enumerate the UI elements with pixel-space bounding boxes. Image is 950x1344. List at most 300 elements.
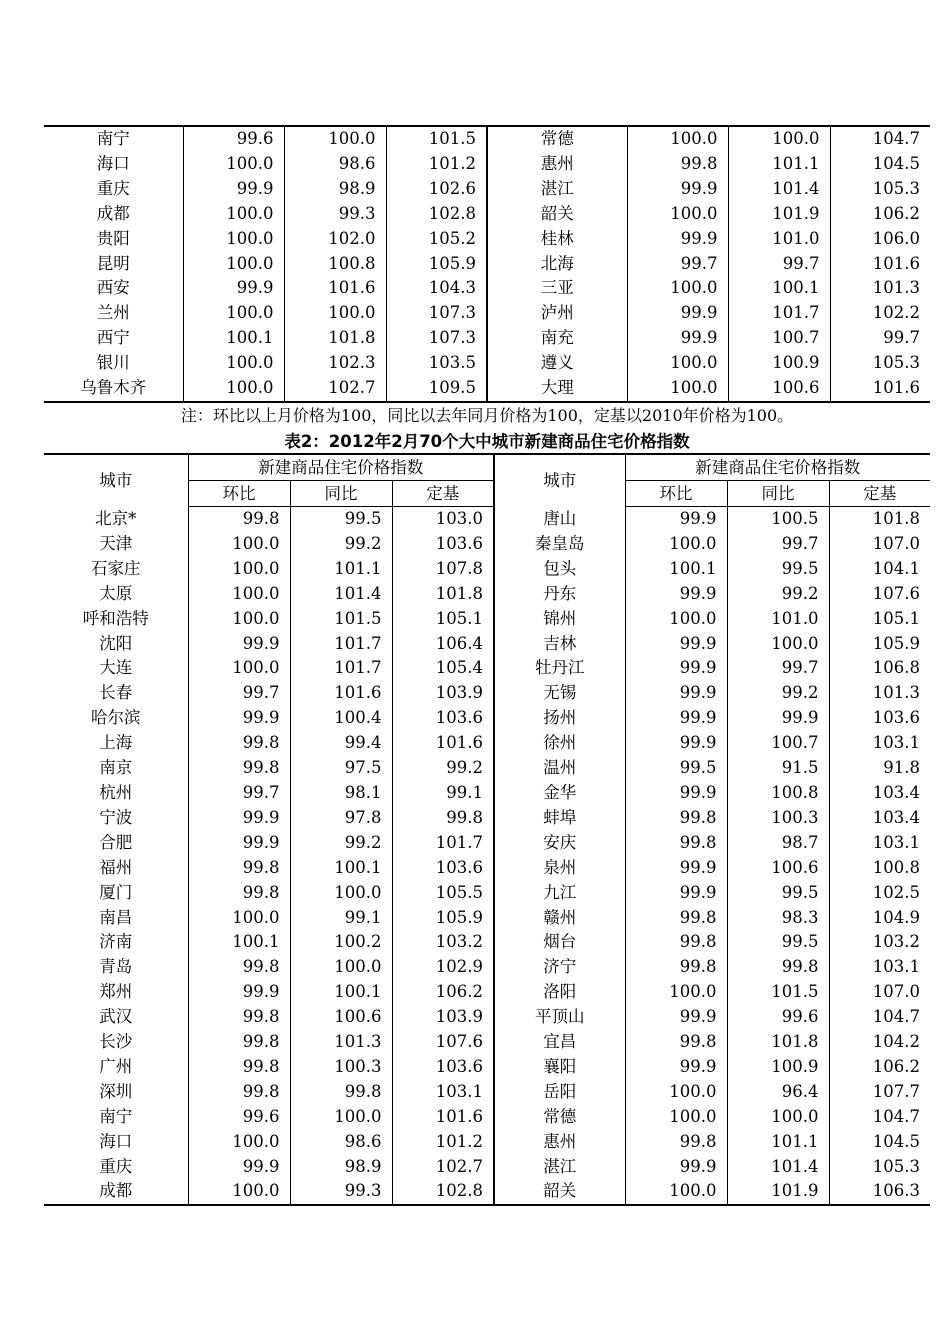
index-value-cell: 99.8 — [290, 1080, 392, 1105]
index-value-cell: 99.9 — [183, 276, 284, 301]
index-value-cell: 99.9 — [625, 706, 727, 731]
index-value-cell: 99.9 — [627, 227, 728, 252]
index-value-cell: 101.5 — [290, 607, 392, 632]
index-value-cell: 100.0 — [625, 532, 727, 557]
index-value-cell: 103.2 — [392, 930, 494, 955]
index-value-cell: 99.9 — [627, 301, 728, 326]
index-value-cell: 99.9 — [625, 1005, 727, 1030]
table-row — [44, 1005, 930, 1030]
index-value-cell: 104.9 — [829, 906, 930, 931]
index-value-cell: 100.5 — [727, 507, 829, 532]
index-value-cell: 100.2 — [290, 930, 392, 955]
index-value-cell: 103.1 — [829, 831, 930, 856]
index-value-cell: 103.6 — [829, 706, 930, 731]
city-name-cell: 大连 — [99, 658, 133, 678]
city-name-cell: 南充 — [487, 326, 627, 351]
index-value-cell: 99.7 — [188, 781, 290, 806]
city-name-cell: 天津 — [99, 533, 133, 553]
index-value-cell: 100.0 — [284, 301, 386, 326]
index-value-cell: 99.8 — [188, 507, 290, 532]
index-value-cell: 100.6 — [727, 856, 829, 881]
index-value-cell: 101.6 — [290, 681, 392, 706]
index-value-cell: 103.6 — [392, 532, 494, 557]
table-row — [44, 126, 930, 152]
index-value-cell: 99.9 — [625, 582, 727, 607]
city-name-cell: 昆明 — [96, 253, 130, 273]
table-row — [44, 756, 930, 781]
index-value-cell: 100.0 — [188, 582, 290, 607]
city-name-cell: 武汉 — [99, 1007, 133, 1027]
index-value-cell: 100.1 — [290, 980, 392, 1005]
city-name-cell: 唐山 — [494, 507, 625, 532]
index-value-cell: 109.5 — [386, 376, 487, 402]
index-value-cell: 99.7 — [728, 252, 830, 277]
index-value-cell: 100.8 — [727, 781, 829, 806]
city-name-cell: 襄阳 — [494, 1055, 625, 1080]
header-group-right: 新建商品住宅价格指数 — [625, 454, 930, 481]
index-value-cell: 100.0 — [627, 276, 728, 301]
index-value-cell: 100.4 — [290, 706, 392, 731]
city-name-cell: 海口 — [99, 1131, 133, 1151]
index-value-cell: 91.5 — [727, 756, 829, 781]
index-value-cell: 101.1 — [727, 1130, 829, 1155]
index-value-cell: 99.6 — [188, 1105, 290, 1130]
table-row — [44, 351, 930, 376]
index-value-cell: 100.0 — [183, 152, 284, 177]
index-value-cell: 105.4 — [392, 656, 494, 681]
index-value-cell: 100.0 — [183, 351, 284, 376]
table-row — [44, 1105, 930, 1130]
index-value-cell: 99.5 — [625, 756, 727, 781]
city-name-cell: 赣州 — [494, 906, 625, 931]
index-value-cell: 99.2 — [290, 532, 392, 557]
table-row — [44, 1055, 930, 1080]
index-value-cell: 105.9 — [829, 632, 930, 657]
city-name-cell: 乌鲁木齐 — [80, 378, 147, 398]
city-name-cell: 常德 — [494, 1105, 625, 1130]
index-value-cell: 99.9 — [727, 706, 829, 731]
table-row — [44, 656, 930, 681]
index-value-cell: 99.9 — [188, 980, 290, 1005]
index-value-cell: 99.9 — [188, 806, 290, 831]
index-value-cell: 103.1 — [829, 955, 930, 980]
city-name-cell: 成都 — [96, 203, 130, 223]
index-value-cell: 101.8 — [727, 1030, 829, 1055]
table-row — [44, 202, 930, 227]
index-value-cell: 99.9 — [627, 326, 728, 351]
index-value-cell: 107.3 — [386, 301, 487, 326]
index-value-cell: 100.6 — [728, 376, 830, 402]
city-name-cell: 惠州 — [494, 1130, 625, 1155]
index-value-cell: 100.0 — [188, 532, 290, 557]
index-value-cell: 106.4 — [392, 632, 494, 657]
index-value-cell: 102.3 — [284, 351, 386, 376]
city-name-cell: 扬州 — [494, 706, 625, 731]
index-value-cell: 99.8 — [625, 906, 727, 931]
index-value-cell: 100.0 — [188, 656, 290, 681]
index-value-cell: 105.9 — [386, 252, 487, 277]
table-row — [44, 831, 930, 856]
table2-header — [44, 454, 930, 507]
table-row — [44, 276, 930, 301]
index-value-cell: 103.5 — [386, 351, 487, 376]
index-value-cell: 99.9 — [188, 831, 290, 856]
city-name-cell: 南京 — [99, 758, 133, 778]
index-value-cell: 100.0 — [627, 351, 728, 376]
city-name-cell: 南昌 — [99, 907, 133, 927]
table-row — [44, 930, 930, 955]
index-value-cell: 102.2 — [830, 301, 930, 326]
header-mom-right: 环比 — [625, 481, 727, 507]
index-value-cell: 98.1 — [290, 781, 392, 806]
index-value-cell: 104.7 — [829, 1105, 930, 1130]
city-name-cell: 丹东 — [494, 582, 625, 607]
city-name-cell: 南宁 — [99, 1106, 133, 1126]
index-value-cell: 105.3 — [830, 351, 930, 376]
city-name-cell: 锦州 — [494, 607, 625, 632]
header-yoy: 同比 — [290, 481, 392, 507]
table-row — [44, 681, 930, 706]
table-row — [44, 582, 930, 607]
index-value-cell: 101.0 — [728, 227, 830, 252]
city-name-cell: 合肥 — [99, 832, 133, 852]
price-index-table-2 — [44, 453, 930, 1206]
index-value-cell: 99.8 — [188, 731, 290, 756]
index-value-cell: 98.6 — [290, 1130, 392, 1155]
city-name-cell: 贵阳 — [96, 228, 130, 248]
index-value-cell: 101.7 — [290, 632, 392, 657]
index-value-cell: 100.0 — [188, 1179, 290, 1205]
index-value-cell: 99.9 — [183, 177, 284, 202]
index-value-cell: 100.0 — [290, 1105, 392, 1130]
index-value-cell: 98.6 — [284, 152, 386, 177]
index-value-cell: 99.3 — [284, 202, 386, 227]
city-name-cell: 吉林 — [494, 632, 625, 657]
index-value-cell: 100.1 — [188, 930, 290, 955]
index-value-cell: 102.0 — [284, 227, 386, 252]
city-name-cell: 韶关 — [487, 202, 627, 227]
index-value-cell: 99.7 — [830, 326, 930, 351]
city-name-cell: 韶关 — [494, 1179, 625, 1205]
index-value-cell: 101.1 — [290, 557, 392, 582]
index-value-cell: 99.5 — [727, 881, 829, 906]
city-name-cell: 徐州 — [494, 731, 625, 756]
index-value-cell: 99.8 — [188, 1005, 290, 1030]
index-value-cell: 100.0 — [183, 252, 284, 277]
index-value-cell: 101.3 — [829, 681, 930, 706]
index-value-cell: 99.1 — [290, 906, 392, 931]
table-row — [44, 532, 930, 557]
index-value-cell: 97.8 — [290, 806, 392, 831]
index-value-cell: 97.5 — [290, 756, 392, 781]
index-value-cell: 99.8 — [625, 1030, 727, 1055]
index-value-cell: 100.7 — [728, 326, 830, 351]
index-value-cell: 101.2 — [392, 1130, 494, 1155]
index-value-cell: 103.0 — [392, 507, 494, 532]
city-name-cell: 广州 — [99, 1056, 133, 1076]
header-yoy-right: 同比 — [727, 481, 829, 507]
index-value-cell: 101.3 — [290, 1030, 392, 1055]
index-value-cell: 99.9 — [627, 177, 728, 202]
table-row — [44, 781, 930, 806]
index-value-cell: 99.9 — [625, 881, 727, 906]
table-row — [44, 731, 930, 756]
index-value-cell: 104.7 — [830, 126, 930, 152]
table-row — [44, 252, 930, 277]
city-name-cell: 安庆 — [494, 831, 625, 856]
index-value-cell: 100.0 — [727, 1105, 829, 1130]
index-value-cell: 99.9 — [625, 781, 727, 806]
index-value-cell: 105.3 — [829, 1155, 930, 1180]
index-value-cell: 99.8 — [392, 806, 494, 831]
table-row — [44, 906, 930, 931]
index-value-cell: 100.0 — [727, 632, 829, 657]
city-name-cell: 成都 — [99, 1181, 133, 1201]
table-row — [44, 856, 930, 881]
index-value-cell: 100.1 — [290, 856, 392, 881]
city-name-cell: 无锡 — [494, 681, 625, 706]
index-value-cell: 99.8 — [627, 152, 728, 177]
index-value-cell: 99.7 — [727, 532, 829, 557]
index-value-cell: 99.9 — [625, 632, 727, 657]
index-value-cell: 96.4 — [727, 1080, 829, 1105]
index-value-cell: 100.8 — [284, 252, 386, 277]
index-value-cell: 101.9 — [728, 202, 830, 227]
index-value-cell: 105.3 — [830, 177, 930, 202]
table-row — [44, 1130, 930, 1155]
index-value-cell: 101.0 — [727, 607, 829, 632]
index-value-cell: 99.9 — [188, 706, 290, 731]
table-row — [44, 326, 930, 351]
index-value-cell: 100.0 — [183, 227, 284, 252]
table-row — [44, 177, 930, 202]
index-value-cell: 99.9 — [625, 681, 727, 706]
index-value-cell: 99.8 — [625, 930, 727, 955]
index-value-cell: 106.2 — [829, 1055, 930, 1080]
index-value-cell: 101.7 — [392, 831, 494, 856]
index-value-cell: 99.9 — [625, 656, 727, 681]
index-value-cell: 101.6 — [392, 731, 494, 756]
index-value-cell: 100.6 — [290, 1005, 392, 1030]
table-row — [44, 507, 930, 532]
index-value-cell: 102.6 — [386, 177, 487, 202]
index-value-cell: 104.2 — [829, 1030, 930, 1055]
index-value-cell: 101.5 — [386, 126, 487, 152]
header-base-right: 定基 — [829, 481, 930, 507]
index-value-cell: 101.8 — [392, 582, 494, 607]
index-value-cell: 105.1 — [392, 607, 494, 632]
city-name-cell: 海口 — [96, 153, 130, 173]
city-name-cell: 泉州 — [494, 856, 625, 881]
table-row — [44, 1080, 930, 1105]
table2-title: 表2：2012年2月70个大中城市新建商品住宅价格指数 — [284, 432, 690, 451]
price-index-table-continued — [44, 125, 930, 403]
index-value-cell: 107.7 — [829, 1080, 930, 1105]
index-value-cell: 107.6 — [829, 582, 930, 607]
city-name-cell: 南宁 — [96, 129, 130, 148]
table2-body — [44, 507, 930, 1206]
index-value-cell: 99.8 — [188, 1030, 290, 1055]
index-value-cell: 101.4 — [727, 1155, 829, 1180]
index-value-cell: 103.6 — [392, 706, 494, 731]
index-value-cell: 101.7 — [290, 656, 392, 681]
city-name-cell: 北京* — [95, 508, 137, 528]
table-row — [44, 706, 930, 731]
city-name-cell: 烟台 — [494, 930, 625, 955]
index-value-cell: 100.0 — [188, 557, 290, 582]
index-value-cell: 99.8 — [188, 756, 290, 781]
city-name-cell: 平顶山 — [494, 1005, 625, 1030]
index-value-cell: 99.2 — [727, 681, 829, 706]
city-name-cell: 温州 — [494, 756, 625, 781]
index-value-cell: 107.0 — [829, 980, 930, 1005]
header-city: 城市 — [99, 471, 133, 491]
table-footnote: 注：环比以上月价格为100，同比以去年同月价格为100，定基以2010年价格为100。 — [180, 406, 794, 425]
index-value-cell: 100.0 — [625, 1179, 727, 1205]
index-value-cell: 107.0 — [829, 532, 930, 557]
index-value-cell: 104.3 — [386, 276, 487, 301]
city-name-cell: 宜昌 — [494, 1030, 625, 1055]
index-value-cell: 99.8 — [625, 806, 727, 831]
city-name-cell: 太原 — [99, 583, 133, 603]
index-value-cell: 107.3 — [386, 326, 487, 351]
table-row — [44, 1179, 930, 1205]
table-row — [44, 227, 930, 252]
city-name-cell: 长沙 — [99, 1032, 133, 1052]
city-name-cell: 宁波 — [99, 807, 133, 827]
index-value-cell: 103.6 — [392, 1055, 494, 1080]
table-row — [44, 607, 930, 632]
index-value-cell: 100.0 — [627, 202, 728, 227]
city-name-cell: 牡丹江 — [494, 656, 625, 681]
city-name-cell: 泸州 — [487, 301, 627, 326]
index-value-cell: 103.6 — [392, 856, 494, 881]
index-value-cell: 100.0 — [627, 376, 728, 402]
index-value-cell: 100.0 — [625, 607, 727, 632]
index-value-cell: 99.7 — [727, 656, 829, 681]
index-value-cell: 103.4 — [829, 781, 930, 806]
index-value-cell: 100.1 — [183, 326, 284, 351]
index-value-cell: 101.6 — [830, 376, 930, 402]
index-value-cell: 100.1 — [728, 276, 830, 301]
table-row — [44, 557, 930, 582]
index-value-cell: 100.1 — [625, 557, 727, 582]
table-row — [44, 152, 930, 177]
index-value-cell: 102.8 — [392, 1179, 494, 1205]
index-value-cell: 100.0 — [188, 906, 290, 931]
index-value-cell: 102.8 — [386, 202, 487, 227]
table-row — [44, 980, 930, 1005]
index-value-cell: 100.3 — [290, 1055, 392, 1080]
city-name-cell: 石家庄 — [91, 558, 141, 578]
index-value-cell: 107.8 — [392, 557, 494, 582]
index-value-cell: 105.1 — [829, 607, 930, 632]
index-value-cell: 104.1 — [829, 557, 930, 582]
index-value-cell: 106.2 — [392, 980, 494, 1005]
index-value-cell: 101.4 — [728, 177, 830, 202]
index-value-cell: 104.5 — [830, 152, 930, 177]
index-value-cell: 103.1 — [829, 731, 930, 756]
city-name-cell: 湛江 — [487, 177, 627, 202]
index-value-cell: 99.9 — [625, 731, 727, 756]
index-value-cell: 99.7 — [627, 252, 728, 277]
index-value-cell: 98.3 — [727, 906, 829, 931]
table-row — [44, 881, 930, 906]
index-value-cell: 99.8 — [727, 955, 829, 980]
index-value-cell: 99.3 — [290, 1179, 392, 1205]
index-value-cell: 101.4 — [290, 582, 392, 607]
city-name-cell: 桂林 — [487, 227, 627, 252]
index-value-cell: 99.8 — [188, 856, 290, 881]
city-name-cell: 岳阳 — [494, 1080, 625, 1105]
city-name-cell: 金华 — [494, 781, 625, 806]
index-value-cell: 100.0 — [625, 1105, 727, 1130]
index-value-cell: 100.3 — [727, 806, 829, 831]
index-value-cell: 99.9 — [625, 1055, 727, 1080]
city-name-cell: 济宁 — [494, 955, 625, 980]
index-value-cell: 99.2 — [727, 582, 829, 607]
index-value-cell: 100.9 — [727, 1055, 829, 1080]
city-name-cell: 包头 — [494, 557, 625, 582]
table-row — [44, 632, 930, 657]
index-value-cell: 100.0 — [284, 126, 386, 152]
index-value-cell: 99.2 — [392, 756, 494, 781]
index-value-cell: 101.6 — [392, 1105, 494, 1130]
city-name-cell: 厦门 — [99, 882, 133, 902]
city-name-cell: 遵义 — [487, 351, 627, 376]
index-value-cell: 100.0 — [625, 980, 727, 1005]
index-value-cell: 103.9 — [392, 681, 494, 706]
index-value-cell: 99.8 — [188, 881, 290, 906]
index-value-cell: 99.7 — [188, 681, 290, 706]
city-name-cell: 上海 — [99, 733, 133, 753]
index-value-cell: 100.0 — [728, 126, 830, 152]
city-name-cell: 哈尔滨 — [91, 708, 141, 728]
table-row — [44, 1155, 930, 1180]
city-name-cell: 蚌埠 — [494, 806, 625, 831]
city-name-cell: 深圳 — [99, 1081, 133, 1101]
city-name-cell: 湛江 — [494, 1155, 625, 1180]
index-value-cell: 100.0 — [627, 126, 728, 152]
index-value-cell: 105.9 — [392, 906, 494, 931]
index-value-cell: 101.6 — [284, 276, 386, 301]
index-value-cell: 101.5 — [727, 980, 829, 1005]
city-name-cell: 北海 — [487, 252, 627, 277]
index-value-cell: 102.7 — [284, 376, 386, 402]
index-value-cell: 99.2 — [290, 831, 392, 856]
index-value-cell: 106.8 — [829, 656, 930, 681]
index-value-cell: 103.2 — [829, 930, 930, 955]
table-row — [44, 955, 930, 980]
index-value-cell: 101.3 — [830, 276, 930, 301]
index-value-cell: 100.0 — [290, 955, 392, 980]
city-name-cell: 济南 — [99, 932, 133, 952]
index-value-cell: 104.7 — [829, 1005, 930, 1030]
city-name-cell: 银川 — [96, 353, 130, 373]
city-name-cell: 惠州 — [487, 152, 627, 177]
table-row — [44, 376, 930, 402]
index-value-cell: 99.9 — [625, 856, 727, 881]
city-name-cell: 洛阳 — [494, 980, 625, 1005]
city-name-cell: 郑州 — [99, 982, 133, 1002]
index-value-cell: 102.5 — [829, 881, 930, 906]
index-value-cell: 103.4 — [829, 806, 930, 831]
city-name-cell: 九江 — [494, 881, 625, 906]
city-name-cell: 西宁 — [96, 328, 130, 348]
city-name-cell: 常德 — [487, 126, 627, 152]
city-name-cell: 大理 — [487, 376, 627, 402]
index-value-cell: 99.8 — [625, 955, 727, 980]
